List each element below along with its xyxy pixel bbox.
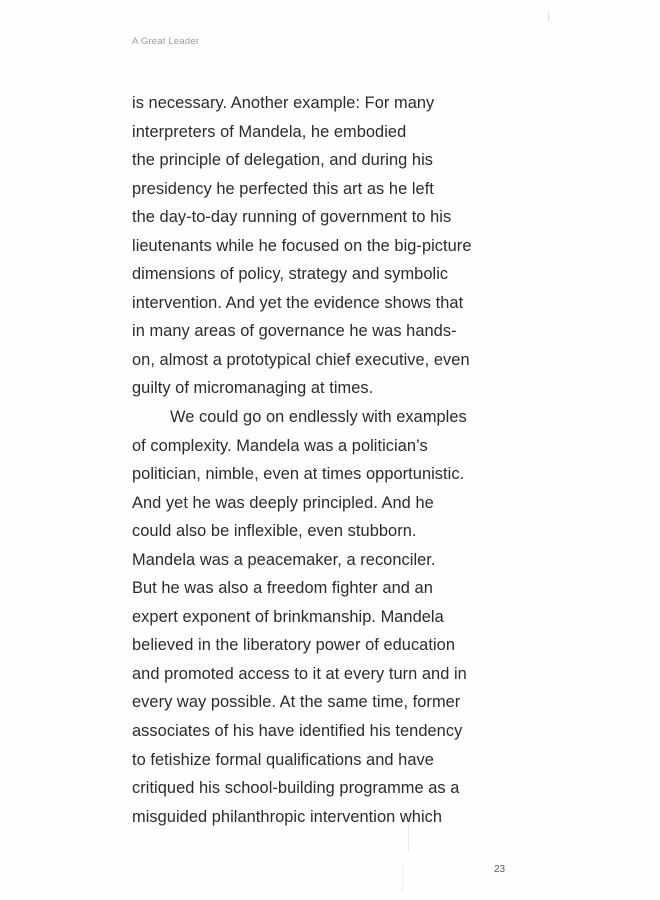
running-head: A Great Leader <box>132 36 200 47</box>
text-line: critiqued his school-building programme as a <box>132 779 460 798</box>
text-line: And yet he was deeply principled. And he <box>132 493 434 512</box>
text-line: in many areas of governance he was hands- <box>132 322 457 341</box>
text-line: Mandela was a peacemaker, a reconciler. <box>132 550 436 569</box>
text-line: is necessary. Another example: For many <box>132 94 435 112</box>
text-line: could also be inflexible, even stubborn. <box>132 522 417 541</box>
paragraph-1 <box>132 89 522 403</box>
scan-artifact <box>548 12 549 22</box>
text-line: and promoted access to it at every turn and in <box>132 664 467 683</box>
text-line: misguided philanthropic intervention which <box>132 807 443 826</box>
text-line: guilty of micromanaging at times. <box>132 379 374 398</box>
scan-artifact <box>402 862 403 892</box>
text-line: interpreters of Mandela, he embodied <box>132 122 407 141</box>
body-text <box>132 89 522 831</box>
text-line: every way possible. At the same time, former <box>132 693 461 712</box>
text-line: to fetishize formal qualifications and have <box>132 750 434 769</box>
text-line: believed in the liberatory power of education <box>132 636 455 655</box>
text-line: on, almost a prototypical chief executive, even <box>132 350 470 369</box>
text-line: the day-to-day running of government to his <box>132 208 452 227</box>
text-line: lieutenants while he focused on the big-picture <box>132 236 472 255</box>
paragraph-2 <box>132 403 522 831</box>
text-line: presidency he perfected this art as he left <box>132 179 434 198</box>
text-line: of complexity. Mandela was a politician’s <box>132 436 428 455</box>
text-line: intervention. And yet the evidence shows that <box>132 293 464 312</box>
text-line: We could go on endlessly with examples <box>170 408 467 427</box>
text-line: the principle of delegation, and during his <box>132 151 434 170</box>
text-line: But he was also a freedom fighter and an <box>132 579 433 598</box>
text-line: dimensions of policy, strategy and symbolic <box>132 265 449 284</box>
text-line: expert exponent of brinkmanship. Mandela <box>132 607 444 626</box>
text-line: politician, nimble, even at times opportunistic. <box>132 465 465 484</box>
text-line: associates of his have identified his tendency <box>132 722 463 741</box>
page-number: 23 <box>494 864 506 875</box>
